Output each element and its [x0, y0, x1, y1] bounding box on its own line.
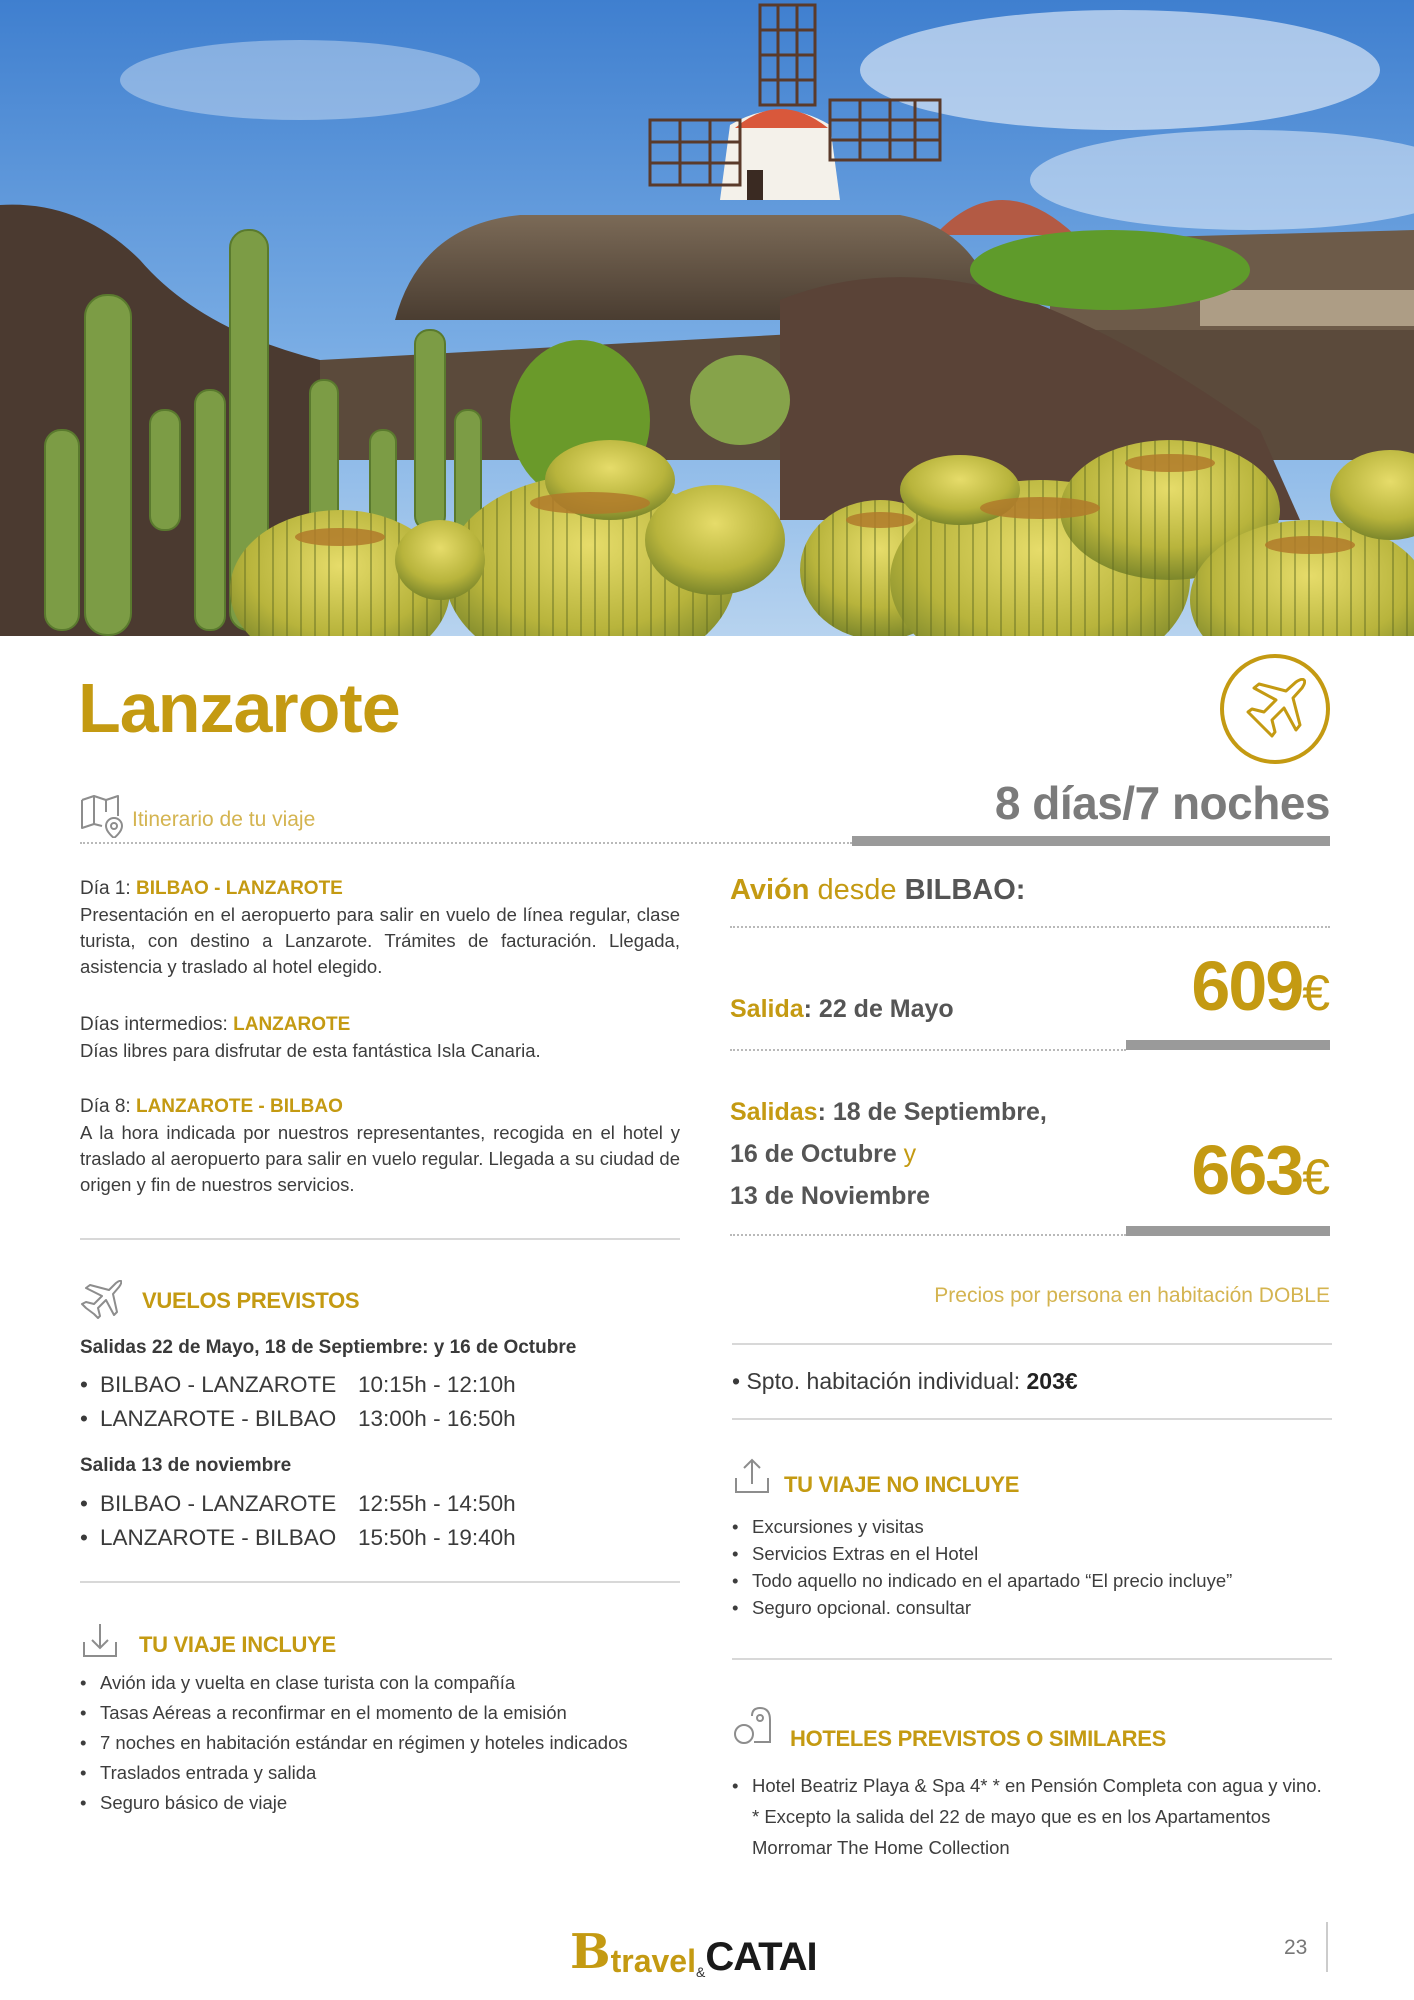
- flights-heading-label: VUELOS PREVISTOS: [142, 1288, 360, 1313]
- list-item: • Tasas Aéreas a reconfirmar en el momento de la emisión: [80, 1700, 640, 1725]
- flight-row: [80, 1491, 516, 1525]
- list-item: [732, 1770, 1332, 1863]
- supplement-value: 203€: [1026, 1368, 1078, 1394]
- supplement-label: Spto. habitación individual:: [746, 1368, 1027, 1394]
- map-pin-icon: [80, 792, 126, 838]
- flight-route: LANZAROTE - BILBAO: [100, 1406, 337, 1431]
- flight-group-label: Salidas 22 de Mayo, 18 de Septiembre: y 16 de Octubre: [80, 1337, 577, 1358]
- itinerary-day-8: [80, 1094, 680, 1198]
- price-divider: [730, 1049, 1126, 1051]
- conjunction: y: [896, 1140, 917, 1168]
- hotels-heading-label: HOTELES PREVISTOS O SIMILARES: [790, 1726, 1166, 1751]
- single-supplement: • Spto. habitación individual: 203€: [732, 1368, 1078, 1394]
- price-note: Precios por persona en habitación DOBLE: [934, 1284, 1330, 1307]
- day-label-place: BILBAO - LANZAROTE: [135, 878, 343, 899]
- list-item: • Excursiones y visitas: [732, 1516, 1332, 1538]
- flight-group-label: Salida 13 de noviembre: [80, 1455, 292, 1476]
- departure-value: : 22 de Mayo: [803, 995, 954, 1023]
- section-divider: [732, 1658, 1332, 1660]
- departure-city: [730, 874, 1025, 907]
- departure-dates-2: [730, 1091, 1047, 1217]
- section-divider: [732, 1418, 1332, 1420]
- flight-route: LANZAROTE - BILBAO: [100, 1525, 337, 1550]
- section-divider: [732, 1343, 1332, 1345]
- excludes-heading-label: TU VIAJE NO INCLUYE: [784, 1472, 1020, 1497]
- day-label-prefix: Día 8:: [80, 1096, 136, 1117]
- logo-catai: CATAI: [705, 1935, 817, 1979]
- day-description: Presentación en el aeropuerto para salir en vuelo de línea regular, clase turista, con destino a Lanzarote. Trámites de facturación. Llegada, asistencia y traslado al hotel elegido.: [80, 904, 680, 977]
- itinerary-heading-label: Itinerario de tu viaje: [132, 808, 316, 831]
- day-label-prefix: Día 1:: [80, 878, 136, 899]
- price-divider: [730, 926, 1330, 928]
- day-description: A la hora indicada por nuestros representantes, recogida en el hotel y traslado al aeropuerto para salir en vuelo regular. Llegada a su ciudad de origen y fin de nuestros servicios.: [80, 1122, 680, 1195]
- section-divider: [80, 1581, 680, 1583]
- day-label: [80, 876, 680, 902]
- logo-b: B: [570, 1924, 611, 1980]
- logo-ampersand: &: [695, 1964, 706, 1980]
- list-item: • Seguro básico de viaje: [80, 1790, 640, 1815]
- day-label: [80, 1012, 680, 1038]
- list-item: • Todo aquello no indicado en el apartado “El precio incluye”: [732, 1570, 1332, 1592]
- price-1: [1191, 946, 1330, 1026]
- day-label: [80, 1094, 680, 1120]
- departure-value: 13 de Noviembre: [730, 1182, 931, 1210]
- departure-value: : 18 de Septiembre,: [817, 1098, 1047, 1126]
- download-icon: [80, 1620, 120, 1660]
- departure-key: Salidas: [730, 1098, 818, 1126]
- page-number: 23: [1284, 1936, 1308, 1959]
- flight-list: [80, 1491, 516, 1559]
- day-description: Días libres para disfrutar de esta fantástica Isla Canaria.: [80, 1040, 541, 1061]
- upload-icon: [732, 1456, 772, 1496]
- flight-row: [80, 1525, 516, 1559]
- excludes-list: [732, 1516, 1332, 1624]
- price-underline: [1126, 1226, 1330, 1236]
- hotel-name: Hotel Beatriz Playa & Spa 4* * en Pensión Completa con agua y vino.: [752, 1775, 1322, 1796]
- currency-symbol: €: [1302, 1149, 1330, 1205]
- hotel-bell-icon: [732, 1702, 774, 1750]
- includes-heading-label: TU VIAJE INCLUYE: [139, 1632, 336, 1657]
- page-title: Lanzarote: [78, 669, 400, 747]
- flight-times: 15:50h - 19:40h: [358, 1525, 516, 1550]
- price-amount: 663: [1191, 1131, 1303, 1209]
- departure-key: Salida: [730, 995, 804, 1023]
- flight-route: BILBAO - LANZAROTE: [100, 1372, 337, 1397]
- duration-underline: [852, 836, 1330, 846]
- day-label-place: LANZAROTE: [233, 1014, 351, 1035]
- price-amount: 609: [1191, 947, 1303, 1025]
- origin-city: BILBAO:: [904, 874, 1026, 906]
- logo-travel: travel: [610, 1943, 696, 1979]
- flight-row: [80, 1406, 516, 1440]
- day-label-place: LANZAROTE - BILBAO: [135, 1096, 343, 1117]
- list-item: • Servicios Extras en el Hotel: [732, 1543, 1332, 1565]
- brand-logo: [570, 1924, 817, 1980]
- price-divider: [730, 1234, 1126, 1236]
- airplane-icon: [1244, 678, 1306, 740]
- list-item: • Traslados entrada y salida: [80, 1760, 640, 1785]
- hotels-list: [732, 1770, 1332, 1868]
- list-item: • 7 noches en habitación estándar en régimen y hoteles indicados: [80, 1730, 640, 1755]
- section-divider: [80, 1238, 680, 1240]
- price-underline: [1126, 1040, 1330, 1050]
- flight-route: BILBAO - LANZAROTE: [100, 1491, 337, 1516]
- flight-times: 13:00h - 16:50h: [358, 1406, 516, 1431]
- flight-times: 10:15h - 12:10h: [358, 1372, 516, 1397]
- list-item: • Avión ida y vuelta en clase turista con la compañía: [80, 1670, 640, 1695]
- flight-times: 12:55h - 14:50h: [358, 1491, 516, 1516]
- itinerary-divider: [80, 842, 852, 844]
- price-2: [1191, 1130, 1330, 1210]
- flight-list: [80, 1372, 516, 1440]
- from-word: desde: [809, 874, 905, 906]
- page-number-rule: [1326, 1922, 1328, 1972]
- itinerary-day-intermediate: [80, 1012, 680, 1064]
- airplane-icon: [80, 1280, 122, 1320]
- flight-row: [80, 1372, 516, 1406]
- transport-mode: Avión: [730, 874, 810, 906]
- itinerary-day-1: [80, 876, 680, 980]
- airplane-badge: [1220, 654, 1330, 764]
- departure-value: 16 de Octubre: [730, 1140, 897, 1168]
- departure-date-1: [730, 988, 954, 1030]
- list-item: • Seguro opcional. consultar: [732, 1597, 1332, 1619]
- includes-list: [80, 1670, 640, 1820]
- day-label-prefix: Días intermedios:: [80, 1014, 234, 1035]
- trip-duration: 8 días/7 noches: [994, 777, 1330, 829]
- currency-symbol: €: [1302, 965, 1330, 1021]
- hero-photo-cactus-garden-windmill: [0, 0, 1414, 636]
- hotel-exception-note: * Excepto la salida del 22 de mayo que es en los Apartamentos Morromar The Home Collection: [752, 1806, 1271, 1858]
